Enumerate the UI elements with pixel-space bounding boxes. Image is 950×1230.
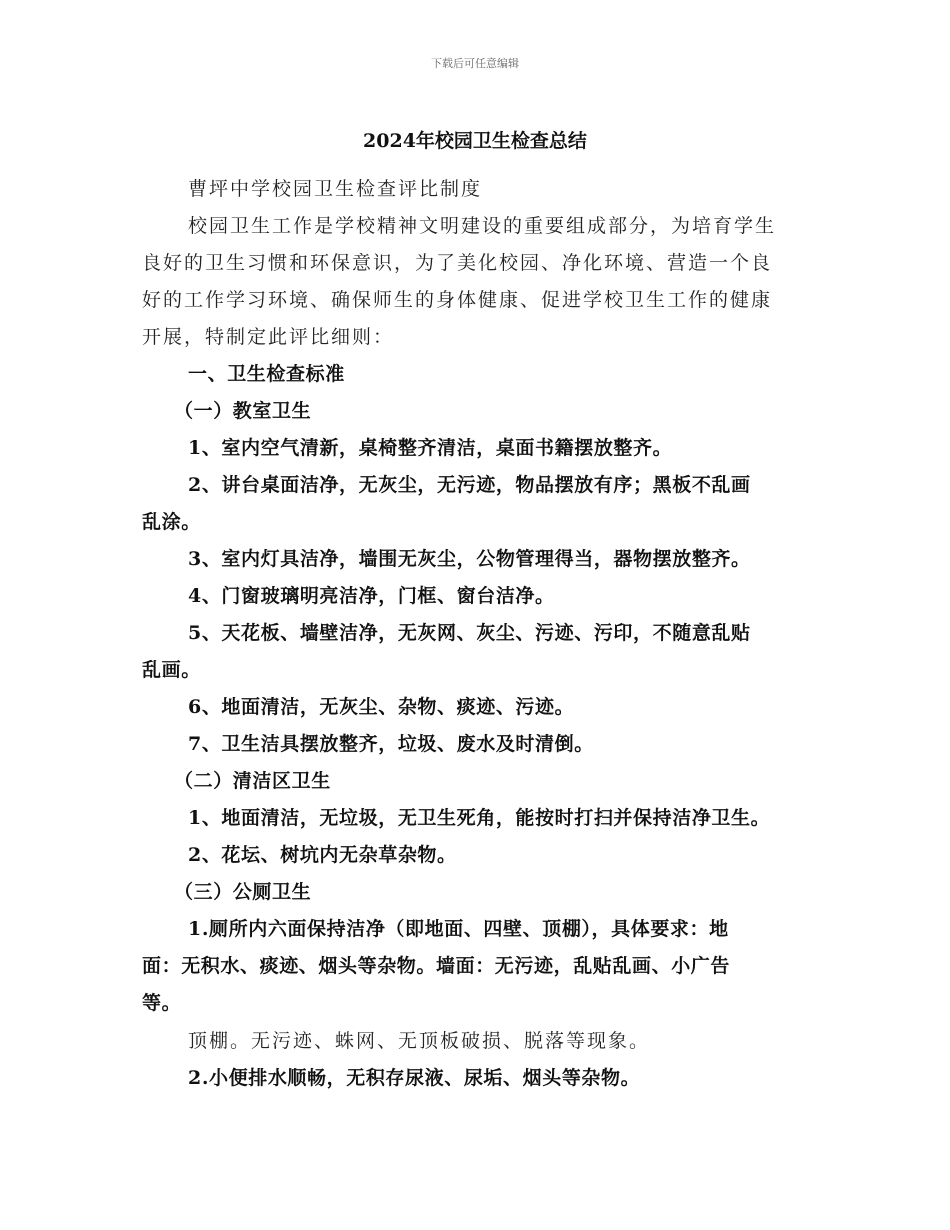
list-item: 5、天花板、墙壁洁净，无灰网、灰尘、污迹、污印，不随意乱贴: [188, 622, 751, 644]
section-heading: 一、卫生检查标准: [188, 363, 345, 385]
list-item: 4、门窗玻璃明亮洁净，门框、窗台洁净。: [188, 585, 555, 607]
paragraph-line: 好的工作学习环境、确保师生的身体健康、促进学校卫生工作的健康: [142, 289, 773, 311]
list-item: 2.小便排水顺畅，无积存尿液、尿垢、烟头等杂物。: [188, 1067, 641, 1089]
list-item: 6、地面清洁，无灰尘、杂物、痰迹、污迹。: [188, 696, 575, 718]
subsection-heading: （三）公厕卫生: [174, 881, 312, 903]
page-header-note: 下载后可任意编辑: [431, 57, 519, 70]
paragraph-line: 曹坪中学校园卫生检查评比制度: [188, 178, 483, 200]
list-item: 1、室内空气清新，桌椅整齐清洁，桌面书籍摆放整齐。: [188, 437, 673, 459]
subsection-heading: （一）教室卫生: [174, 400, 312, 422]
list-item: 1、地面清洁，无垃圾，无卫生死角，能按时打扫并保持洁净卫生。: [188, 807, 771, 829]
document-title: 2024年校园卫生检查总结: [363, 130, 587, 152]
list-item-continuation: 乱画。: [142, 659, 201, 681]
list-item: 3、室内灯具洁净，墙围无灰尘，公物管理得当，器物摆放整齐。: [188, 548, 751, 570]
list-item: 2、花坛、树坑内无杂草杂物。: [188, 844, 457, 866]
list-item: 1.厕所内六面保持洁净（即地面、四壁、顶棚），具体要求：地: [188, 918, 729, 940]
paragraph-line: 顶棚。无污迹、蛛网、无顶板破损、脱落等现象。: [188, 1030, 651, 1052]
subsection-heading: （二）清洁区卫生: [174, 770, 331, 792]
list-item-continuation: 面：无积水、痰迹、烟头等杂物。墙面：无污迹，乱贴乱画、小广告: [142, 955, 731, 977]
paragraph-line: 良好的卫生习惯和环保意识，为了美化校园、净化环境、营造一个良: [142, 252, 773, 274]
list-item: 2、讲台桌面洁净，无灰尘，无污迹，物品摆放有序；黑板不乱画: [188, 474, 751, 496]
list-item-continuation: 等。: [142, 992, 182, 1014]
paragraph-line: 校园卫生工作是学校精神文明建设的重要组成部分，为培育学生: [188, 215, 777, 237]
list-item: 7、卫生洁具摆放整齐，垃圾、废水及时清倒。: [188, 733, 594, 755]
list-item-continuation: 乱涂。: [142, 511, 201, 533]
paragraph-line: 开展，特制定此评比细则：: [142, 326, 395, 348]
